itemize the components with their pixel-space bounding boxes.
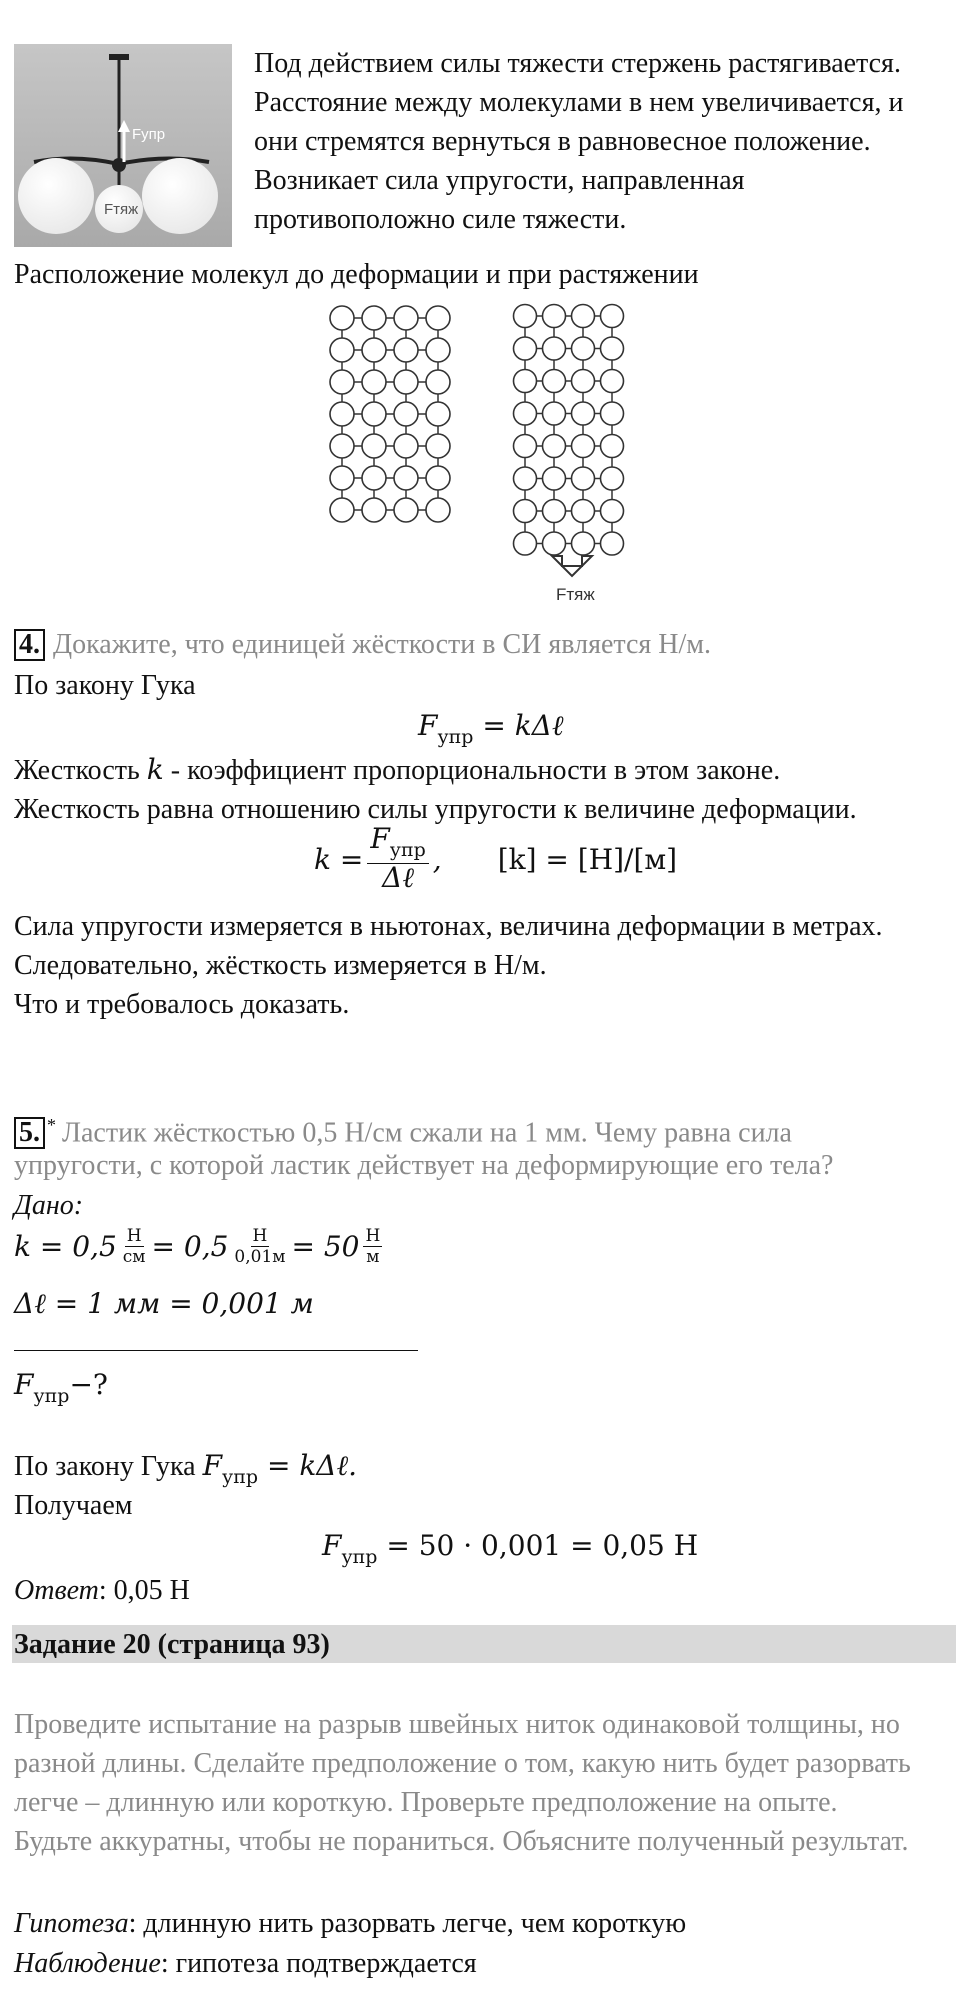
task20-body: Проведите испытание на разрыв швейных ниток одинаковой толщины, но разной длины. Сделайте предположение о том, какую нить будет разорвать легче – длинную или короткую. Проверьте предположение на опыте. Будьте аккуратны, чтобы не пораниться. Объясните полученный результат. [14,1709,911,1857]
molecule [426,338,450,362]
molecule [362,498,386,522]
molecule [572,337,595,360]
molecule [394,466,418,490]
molecule [330,498,354,522]
molecule [572,305,595,328]
molecule [426,498,450,522]
molecule [330,370,354,394]
molecule [572,402,595,425]
molecule [394,306,418,330]
molecule [543,337,566,360]
calc-line: $F_{упр} = 50 \cdot 0,001 = 0,05$ Н [322,1529,699,1568]
law-line-5: По закону Гука $F_{упр}$ = kΔℓ. [14,1449,358,1488]
force-down-label: Fтяж [104,201,139,218]
molecule [514,532,537,555]
molecule [572,500,595,523]
molecule [426,434,450,458]
molecule [514,337,537,360]
given-k: k = 0,5 Н см = 0,5 Н 0,01м = 50 Н м [14,1226,381,1267]
molecule [543,370,566,393]
law-line: По закону Гука [14,670,196,701]
task4-conclusion: Сила упругости измеряется в ньютонах, величина деформации в метрах. Следовательно, жёсткость измеряется в Н/м. Что и требовалось доказать. [14,911,883,1020]
k-ratio: Жесткость равна отношению силы упругости к величине деформации. [14,794,857,825]
lamp-photo [14,44,232,247]
task-number: 5. [14,1117,45,1149]
molecule [394,498,418,522]
intro-line: Расстояние между молекулами в нем увеличивается, и [254,87,904,118]
molecule [426,466,450,490]
molecule [543,402,566,425]
hypothesis-line: Гипотеза: длинную нить разорвать легче, чем короткую [14,1908,687,1939]
answer-line: Ответ: 0,05 Н [14,1575,190,1606]
k-formula: k = $\frac{F_{упр}}{\text{Δℓ}}$ , [k] = [Н]/[м] [314,822,678,894]
molecule [543,532,566,555]
intro-line: Возникает сила упругости, направленная [254,165,745,196]
lattice-caption: Расположение молекул до деформации и при растяжении [14,259,699,290]
given-divider [14,1350,418,1351]
molecule [572,435,595,458]
molecule [330,306,354,330]
task20-header: Задание 20 (страница 93) [12,1625,956,1663]
molecule [543,435,566,458]
molecule [601,370,624,393]
molecule [572,370,595,393]
molecule-lattice-diagram [320,296,660,606]
intro-line: Под действием силы тяжести стержень растягивается. [254,48,901,79]
molecule [572,532,595,555]
find-line: $F_{упр}-$? [14,1368,108,1407]
molecule [543,500,566,523]
molecule [543,305,566,328]
molecule [601,467,624,490]
task5-question: 5. * Ластик жёсткостью 0,5 Н/см сжали на 1 мм. Чему равна сила [14,1106,792,1152]
molecule [362,306,386,330]
molecule [601,337,624,360]
molecule [601,402,624,425]
molecule [394,434,418,458]
lattice-stretched [514,305,624,556]
observation-line: Наблюдение: гипотеза подтверждается [14,1948,477,1979]
molecule [543,467,566,490]
molecule [514,500,537,523]
molecule [514,370,537,393]
molecule [572,467,595,490]
molecule [394,338,418,362]
force-up-label: Fупр [132,126,166,143]
molecule [394,402,418,426]
lattice-before [330,306,450,522]
molecule [426,370,450,394]
get-line: Получаем [14,1490,133,1521]
molecule [514,305,537,328]
molecule [330,434,354,458]
task5-question-l2: упругости, с которой ластик действует на деформирующие его тела? [14,1150,834,1181]
given-dl: Δℓ = 1 мм = 0,001 м [14,1287,314,1320]
intro-line: они стремятся вернуться в равновесное положение. [254,126,871,157]
molecule [362,402,386,426]
molecule [362,466,386,490]
molecule [426,402,450,426]
molecule [362,370,386,394]
molecule [426,306,450,330]
molecule [330,402,354,426]
molecule [514,435,537,458]
molecule [330,466,354,490]
molecule [601,435,624,458]
given-label: Дано: [14,1190,84,1221]
task-number: 4. [14,629,45,661]
lattice-force-label: Fтяж [556,585,595,604]
intro-text [254,44,903,239]
molecule [394,370,418,394]
molecule [514,402,537,425]
intro-line: противоположно силе тяжести. [254,204,627,235]
molecule [362,338,386,362]
task4-question [14,625,711,664]
molecule [601,532,624,555]
question-text: Докажите, что единицей жёсткости в СИ является Н/м. [53,629,711,660]
k-definition: Жесткость k - коэффициент пропорциональности в этом законе. [14,753,781,786]
hooke-formula: $F_{упр}$ = kΔℓ [418,709,564,748]
molecule [330,338,354,362]
molecule [601,500,624,523]
gravity-arrow [552,556,592,576]
molecule [362,434,386,458]
molecule [601,305,624,328]
molecule [514,467,537,490]
